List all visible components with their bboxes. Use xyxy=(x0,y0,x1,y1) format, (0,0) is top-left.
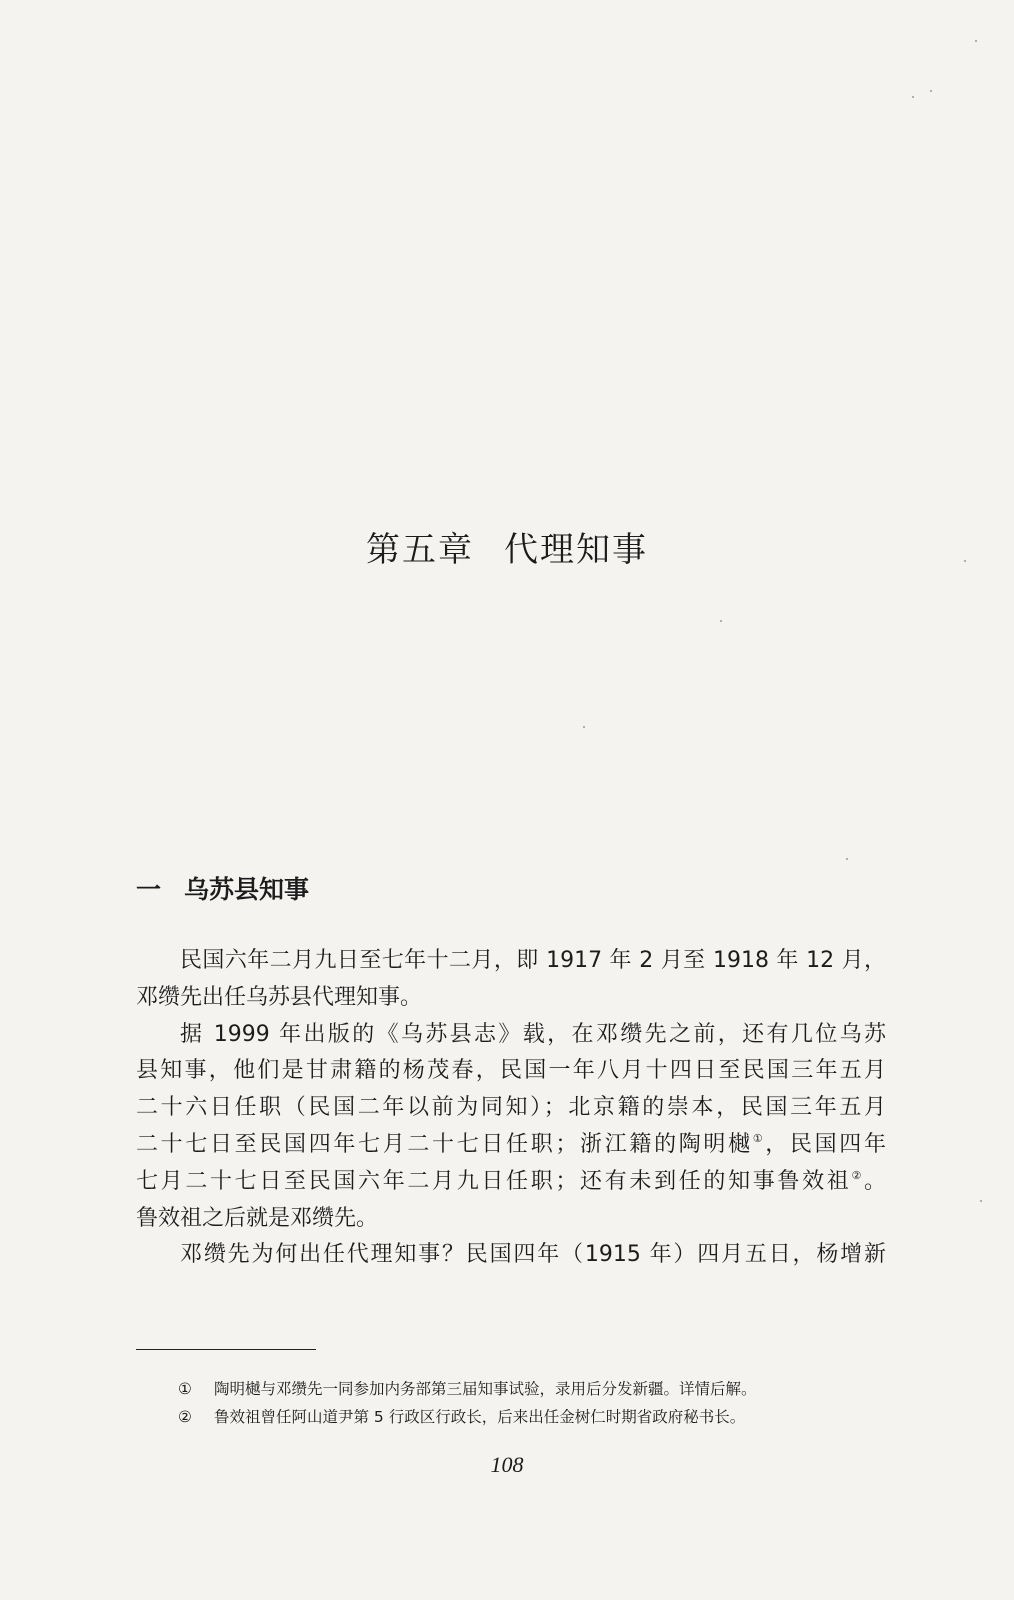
chapter-title xyxy=(0,522,1014,571)
scan-speck xyxy=(980,1200,982,1202)
chapter-title-text: 代理知事 xyxy=(504,530,648,570)
footnote-text: 鲁效祖曾任阿山道尹第 5 行政区行政长，后来出任金树仁时期省政府秘书长。 xyxy=(214,1408,746,1426)
footnote-text: 陶明樾与邓缵先一同参加内务部第三届知事试验，录用后分发新疆。详情后解。 xyxy=(214,1380,757,1398)
section-number: 一 xyxy=(136,875,162,904)
scan-speck xyxy=(964,560,966,562)
footnote-item xyxy=(178,1403,898,1431)
section-title: 乌苏县知事 xyxy=(184,875,310,904)
footnote-mark: ② xyxy=(178,1408,192,1426)
scan-speck xyxy=(912,96,914,98)
paragraph-line: 邓缵先出任乌苏县代理知事。 xyxy=(136,984,423,1010)
footnote-divider xyxy=(136,1349,316,1350)
chapter-number-label: 第五章 xyxy=(366,530,474,570)
page-number: 108 xyxy=(490,1452,524,1477)
paragraph-line-segment: 二十七日至民国四年七月二十七日任职；浙江籍的陶明樾 xyxy=(136,1131,753,1157)
scan-speck xyxy=(720,620,722,622)
paragraph-line: 邓缵先为何出任代理知事？民国四年（1915 年）四月五日，杨增新 xyxy=(180,1242,886,1268)
paragraph-line xyxy=(136,1164,886,1201)
footnote-mark: ① xyxy=(178,1380,192,1398)
paragraph-line: 县知事，他们是甘肃籍的杨茂春，民国一年八月十四日至民国三年五月 xyxy=(136,1058,886,1084)
paragraph-line: 二十六日任职（民国二年以前为同知）；北京籍的崇本，民国三年五月 xyxy=(136,1095,886,1121)
paragraph-line xyxy=(136,1127,886,1164)
paragraph-line-segment: 。 xyxy=(863,1168,886,1194)
paragraph-line-segment: ，民国四年 xyxy=(765,1131,886,1157)
footnote-item xyxy=(178,1375,898,1403)
paragraph-line: 鲁效祖之后就是邓缵先。 xyxy=(136,1205,379,1231)
scan-speck xyxy=(975,40,977,42)
scan-speck xyxy=(930,90,932,92)
body-text xyxy=(136,943,886,1274)
paragraph-line-segment: 七月二十七日至民国六年二月九日任职；还有未到任的知事鲁效祖 xyxy=(136,1168,852,1194)
paragraph-line: 民国六年二月九日至七年十二月，即 1917 年 2 月至 1918 年 12 月， xyxy=(180,948,886,973)
footnotes xyxy=(178,1375,898,1431)
scan-speck xyxy=(846,858,848,860)
paragraph-line: 据 1999 年出版的《乌苏县志》载，在邓缵先之前，还有几位乌苏 xyxy=(180,1021,886,1047)
footnote-ref-2: ② xyxy=(851,1168,864,1182)
footnote-ref-1: ① xyxy=(752,1131,766,1145)
section-heading xyxy=(136,870,309,906)
scan-speck xyxy=(583,726,585,728)
